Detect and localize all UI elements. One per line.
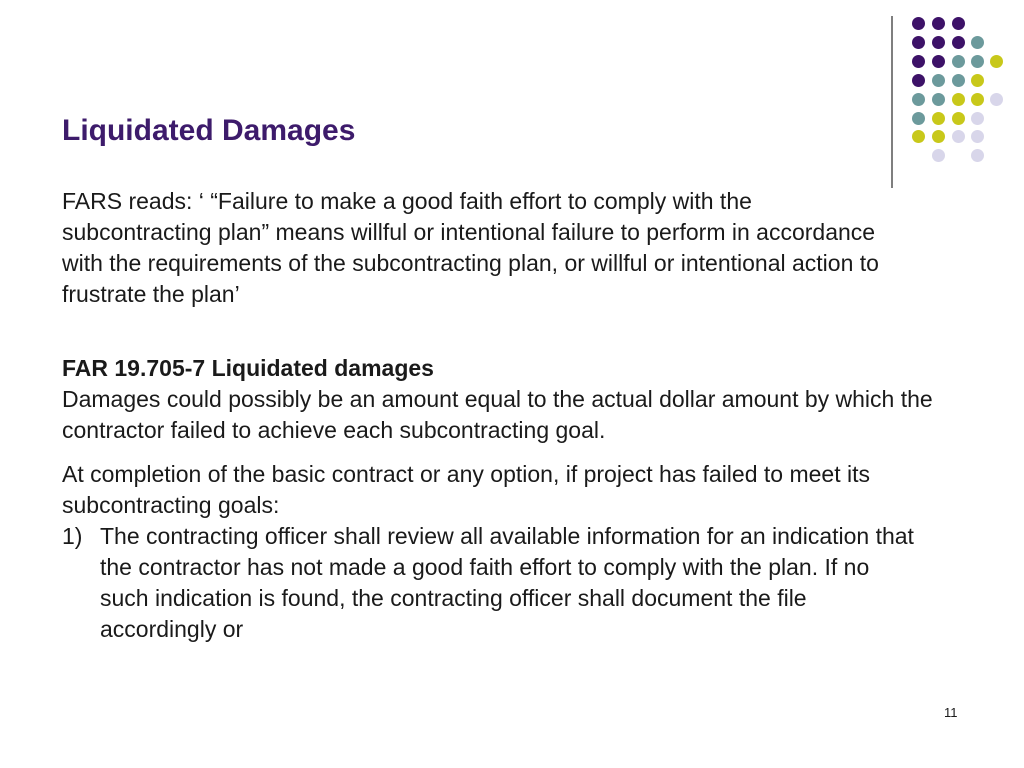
decorative-dot bbox=[990, 93, 1003, 106]
decorative-dot bbox=[971, 93, 984, 106]
decorative-dot bbox=[932, 55, 945, 68]
list-marker: 1) bbox=[62, 523, 83, 549]
decorative-dot bbox=[912, 93, 925, 106]
decorative-dot bbox=[952, 36, 965, 49]
decorative-dot bbox=[952, 130, 965, 143]
damages-paragraph: Damages could possibly be an amount equal to the actual dollar amount by which the contractor failed to achieve each subcontracting goal. bbox=[62, 386, 933, 443]
decorative-vertical-line bbox=[891, 16, 893, 188]
page-number: 11 bbox=[944, 705, 958, 720]
decorative-dot bbox=[912, 112, 925, 125]
far-section-heading: FAR 19.705-7 Liquidated damages bbox=[62, 355, 434, 381]
decorative-dot bbox=[952, 55, 965, 68]
decorative-dot bbox=[932, 17, 945, 30]
decorative-dot bbox=[971, 149, 984, 162]
decorative-dot bbox=[932, 149, 945, 162]
decorative-dot bbox=[971, 36, 984, 49]
decorative-dot bbox=[912, 55, 925, 68]
decorative-dot bbox=[932, 36, 945, 49]
decorative-dot bbox=[971, 74, 984, 87]
decorative-dot bbox=[990, 55, 1003, 68]
decorative-dot bbox=[952, 112, 965, 125]
decorative-dot bbox=[912, 17, 925, 30]
fars-quote-paragraph: FARS reads: ‘ “Failure to make a good faith effort to comply with the subcontracting plan” means willful or intentional failure to perform in accordance with the requirements of the subcontracting plan, or willful or intentional action to frustrate the plan’ bbox=[62, 188, 879, 307]
decorative-dot bbox=[971, 130, 984, 143]
decorative-dot bbox=[932, 112, 945, 125]
completion-paragraph: At completion of the basic contract or any option, if project has failed to meet its subcontracting goals: bbox=[62, 461, 870, 518]
decorative-dot bbox=[912, 130, 925, 143]
decorative-dot bbox=[932, 93, 945, 106]
decorative-dot bbox=[952, 74, 965, 87]
decorative-dot bbox=[971, 55, 984, 68]
decorative-dot bbox=[952, 93, 965, 106]
list-item bbox=[62, 521, 922, 645]
decorative-dot bbox=[971, 112, 984, 125]
decorative-dot bbox=[952, 17, 965, 30]
decorative-dot bbox=[932, 74, 945, 87]
list-item-text: The contracting officer shall review all available information for an indication that the contractor has not made a good faith effort to comply with the plan. If no such indication is found, the contracting officer shall document the file accordingly or bbox=[100, 523, 914, 642]
slide-title: Liquidated Damages bbox=[62, 114, 356, 147]
decorative-dot bbox=[912, 36, 925, 49]
decorative-dot bbox=[932, 130, 945, 143]
decorative-dot bbox=[912, 74, 925, 87]
